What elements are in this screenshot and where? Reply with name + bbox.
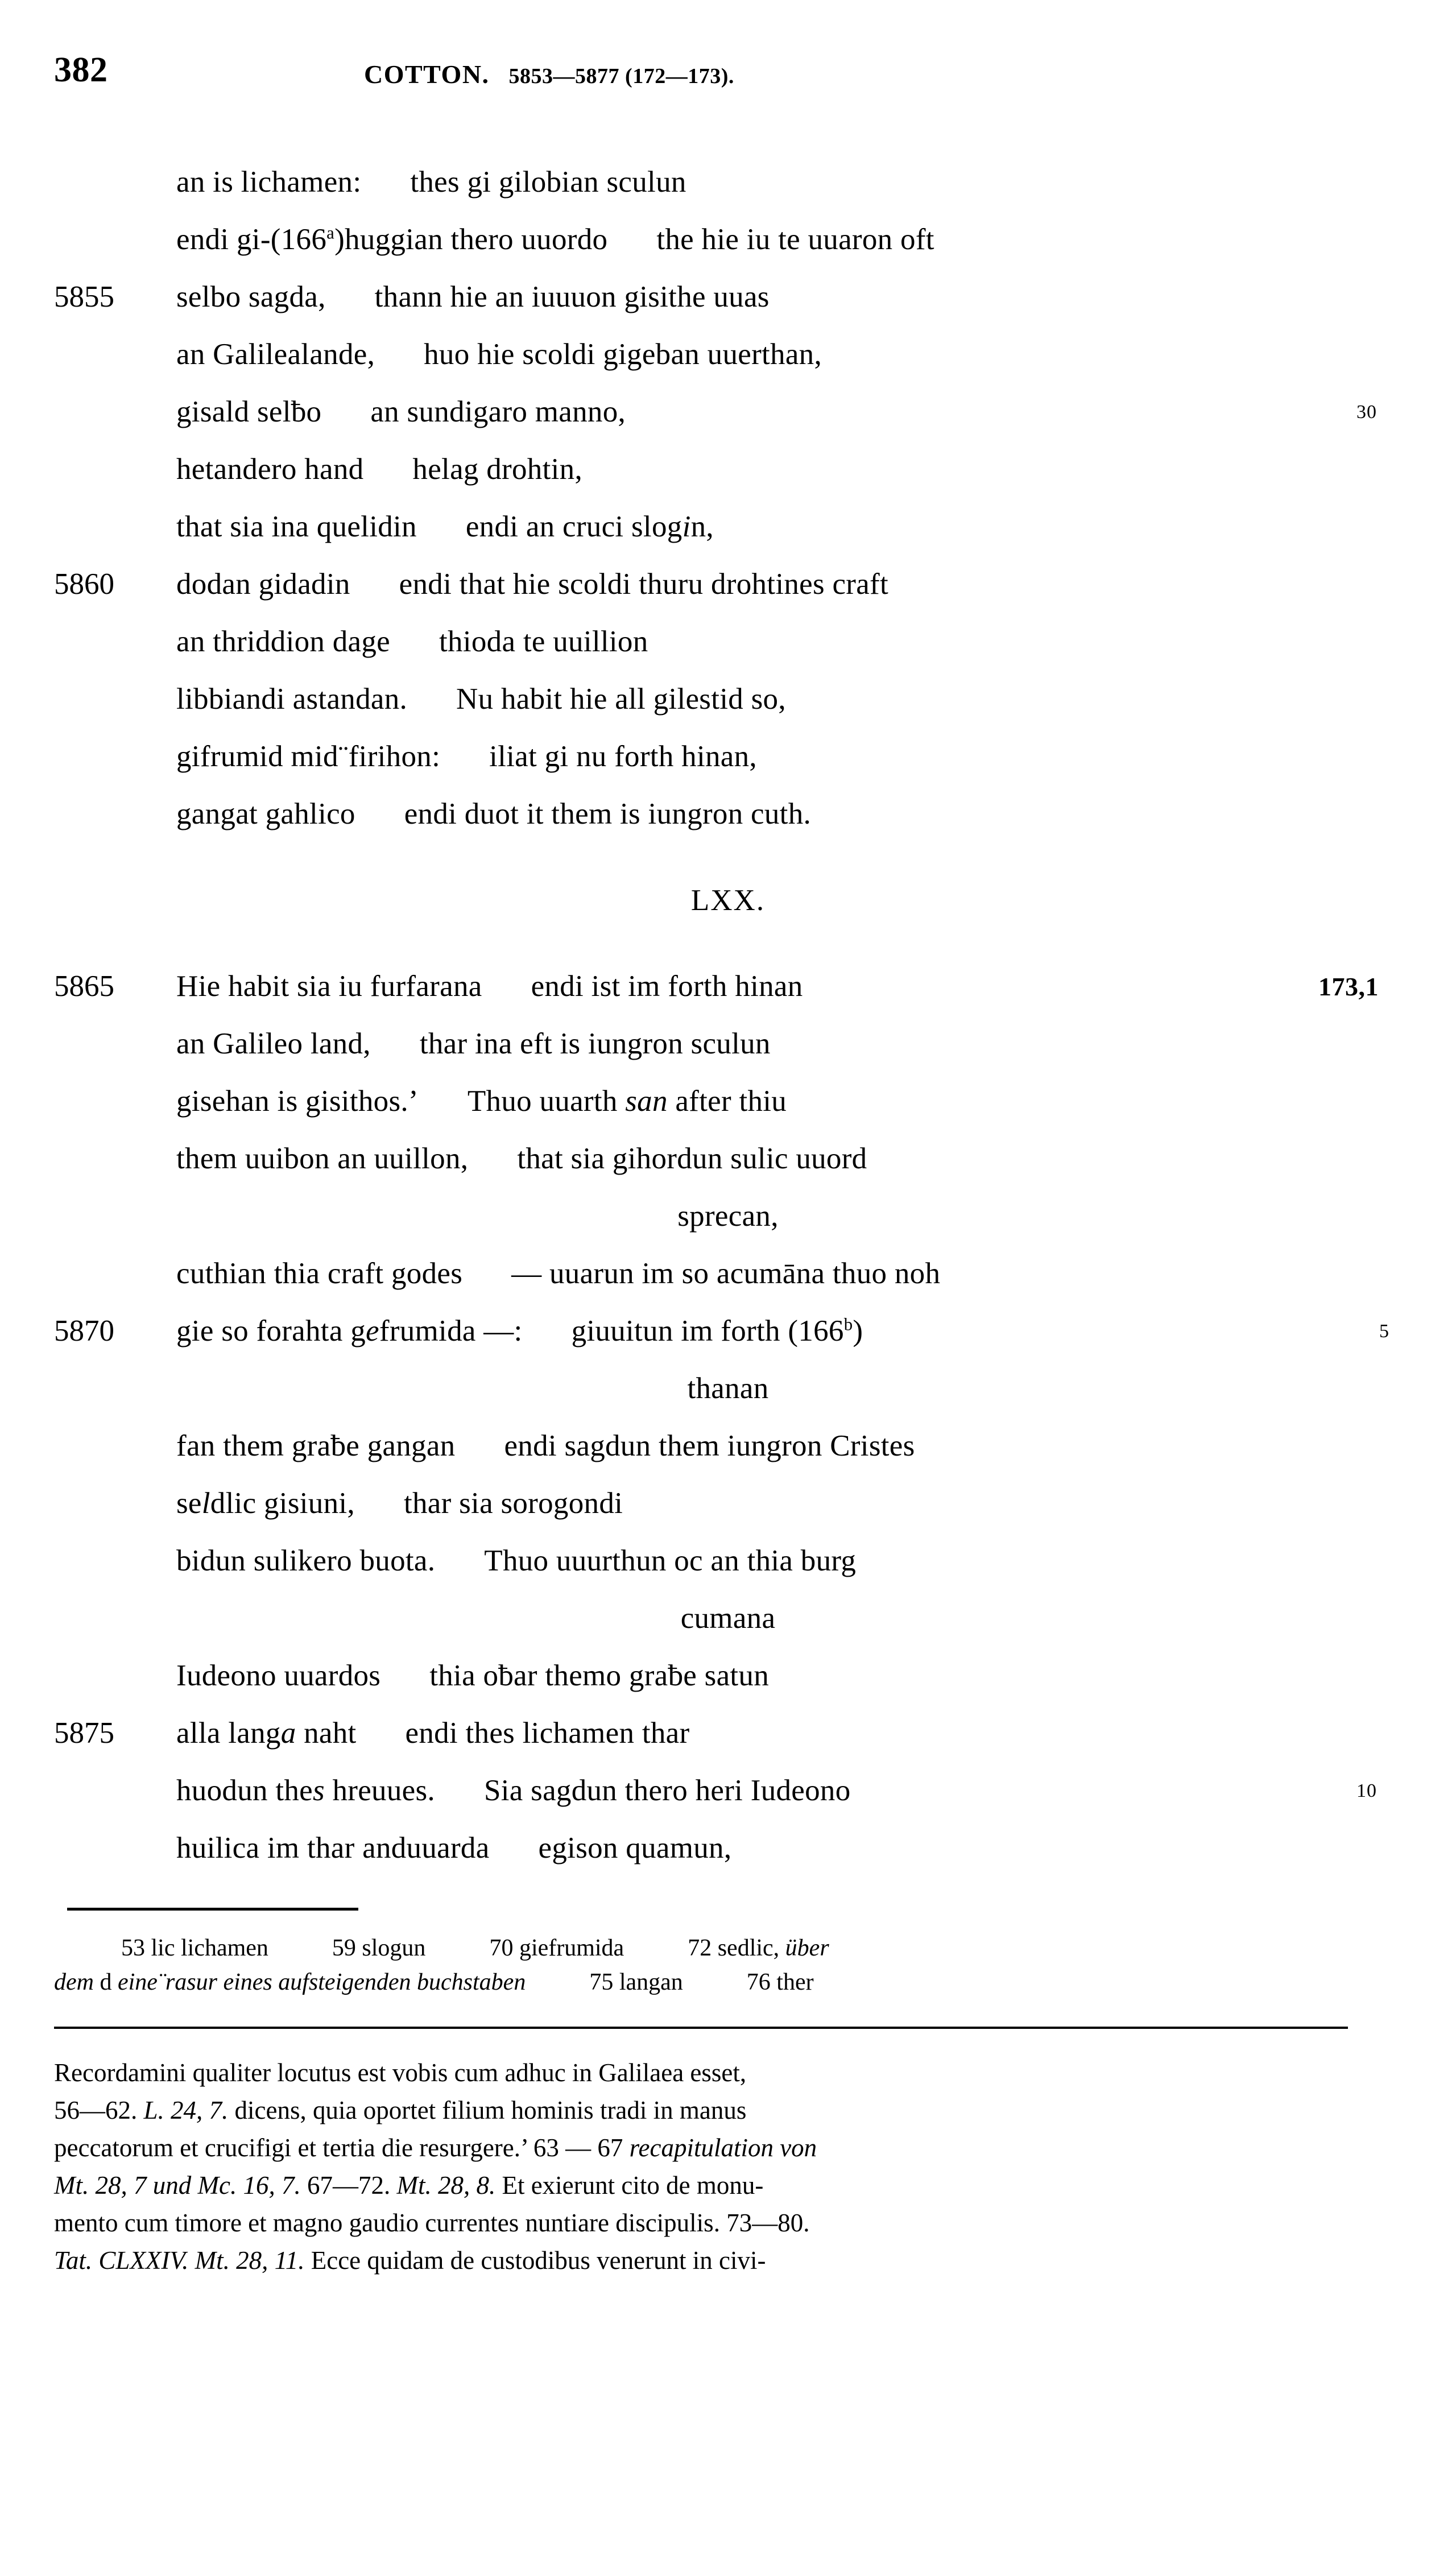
verse-line [0,1475,1456,1532]
verse-line [0,441,1456,498]
verse-line-text: gangat gahlico endi duot it them is iungron cuth. [176,797,812,830]
verse-line-number: 5865 [54,970,114,1003]
verse-line [0,1820,1456,1877]
commentary-line: mento cum timore et magno gaudio currentes nuntiare discipulis. 73—80. [54,2209,810,2237]
verse-line-text: endi gi-(166$^a$)huggian thero uuordo the hie iu te uuaron oft [176,223,934,256]
verse-line [0,1417,1456,1475]
verse-line-number: 5875 [54,1717,114,1750]
running-head-work: COTTON. [364,60,490,89]
verse-line [0,1762,1456,1820]
verse-line [0,1245,1456,1303]
commentary-line: Mt. 28, 7 und Mc. 16, 7. 67—72. Mt. 28, 8. Et exierunt cito de monu- [54,2171,764,2200]
section-heading: LXX. [690,884,766,917]
verse-line [0,613,1456,671]
verse-line-text: gie so forahta gefrumida —: giuuitun im forth (166$^b$) [176,1314,863,1347]
verse-line [0,1130,1456,1188]
commentary-line: peccatorum et crucifigi et tertia die resurgere.’ 63 — 67 recapitulation von [54,2134,817,2162]
verse-line-text: alla langa naht endi thes lichamen thar [176,1717,690,1750]
verse-line [0,728,1456,785]
apparatus-line: 53 lic lichamen 59 slogun 70 giefrumida 72 sedlic, über [121,1935,829,1961]
verse-line-text: huilica im thar anduuarda egison quamun, [176,1832,732,1864]
verse-line-text: them uuibon an uuillon, that sia gihordun sulic uuord [176,1142,867,1175]
verse-line [0,1705,1456,1762]
verse-line [0,154,1456,211]
verse-line [0,211,1456,268]
commentary-line: Tat. CLXXIV. Mt. 28, 11. Ecce quidam de custodibus venerunt in civi- [54,2246,766,2275]
verse-line-text: gifrumid mid¨firihon: iliat gi nu forth hinan, [176,740,757,773]
commentary-line: Recordamini qualiter locutus est vobis cum adhuc in Galilaea esset, [54,2058,747,2087]
verse-line-text: an is lichamen: thes gi gilobian sculun [176,166,686,199]
margin-line-number: 10 [1356,1780,1377,1801]
verse-line [0,1360,1456,1417]
running-head-range: 5853—5877 (172—173). [508,64,734,88]
latin-commentary [0,2054,1456,2279]
verse-line [0,383,1456,441]
verse-line-text: dodan gidadin endi that hie scoldi thuru drohtines craft [176,568,889,601]
verse-line-text: huodun thes hreuues. Sia sagdun thero heri Iudeono [176,1774,851,1807]
verse-line [0,556,1456,613]
verse-line-text: libbiandi astandan. Nu habit hie all gilestid so, [176,683,786,716]
verse-line-text: Hie habit sia iu furfarana endi ist im forth hinan [176,970,803,1003]
verse-line-text: selbo sagda, thann hie an iuuuon gisithe uuas [176,280,770,313]
verse-line-text: gisald selƀo an sundigaro manno, [176,395,626,428]
verse-line-text: seldlic gisiuni, thar sia sorogondi [176,1487,623,1520]
verse-line [0,326,1456,383]
verse-line-number: 5860 [54,568,114,601]
verse-line-text: that sia ina quelidin endi an cruci slogin, [176,510,714,543]
verse-line-number: 5855 [54,280,114,313]
verse-block-lower [0,958,1456,1877]
verse-line-text: hetandero hand helag drohtin, [176,453,582,486]
verse-line-text: gisehan is gisithos.’ Thuo uuarth san after thiu [176,1085,787,1118]
apparatus-line: dem d eine¨rasur eines aufsteigenden buchstaben 75 langan 76 ther [54,1969,814,1995]
running-head-title [364,59,734,89]
verse-line [0,671,1456,728]
scanned-page [0,52,1456,2555]
verse-line-text: cuthian thia craft godes — uuarun im so acumāna thuo noh [176,1257,941,1290]
verse-line-text: an Galilealande, huo hie scoldi gigeban uuerthan, [176,338,822,371]
page-number: 382 [54,51,108,89]
verse-runover-text: sprecan, [677,1200,779,1233]
apparatus-criticus [0,1931,1456,1999]
verse-runover-text: thanan [687,1372,769,1405]
verse-line [0,1073,1456,1130]
verse-line-text: bidun sulikero buota. Thuo uuurthun oc an thia burg [176,1544,857,1577]
verse-line [0,1188,1456,1245]
running-head [0,52,1456,121]
commentary-rule [54,2027,1348,2029]
verse-block-upper [0,154,1456,843]
margin-line-number: 30 [1356,402,1377,423]
verse-line [0,1015,1456,1073]
verse-line-text: Iudeono uuardos thia oƀar themo graƀe satun [176,1659,770,1692]
verse-line-text: an thriddion dage thioda te uuillion [176,625,648,658]
commentary-line: 56—62. L. 24, 7. dicens, quia oportet filium hominis tradi in manus [54,2096,747,2124]
verse-line-text: an Galileo land, thar ina eft is iungron sculun [176,1027,771,1060]
verse-runover-text: cumana [680,1602,776,1635]
apparatus-rule [67,1908,358,1911]
verse-line [0,1647,1456,1705]
verse-line-number: 5870 [54,1314,114,1347]
verse-line [0,268,1456,326]
verse-line [0,1303,1456,1360]
margin-line-number: 5 [1379,1321,1389,1342]
manuscript-page-reference: 173,1 [1318,972,1379,1001]
verse-line [0,1590,1456,1647]
verse-line [0,1532,1456,1590]
verse-line [0,958,1456,1015]
verse-line-text: fan them graƀe gangan endi sagdun them iungron Cristes [176,1429,915,1462]
verse-line [0,785,1456,843]
verse-line [0,498,1456,556]
